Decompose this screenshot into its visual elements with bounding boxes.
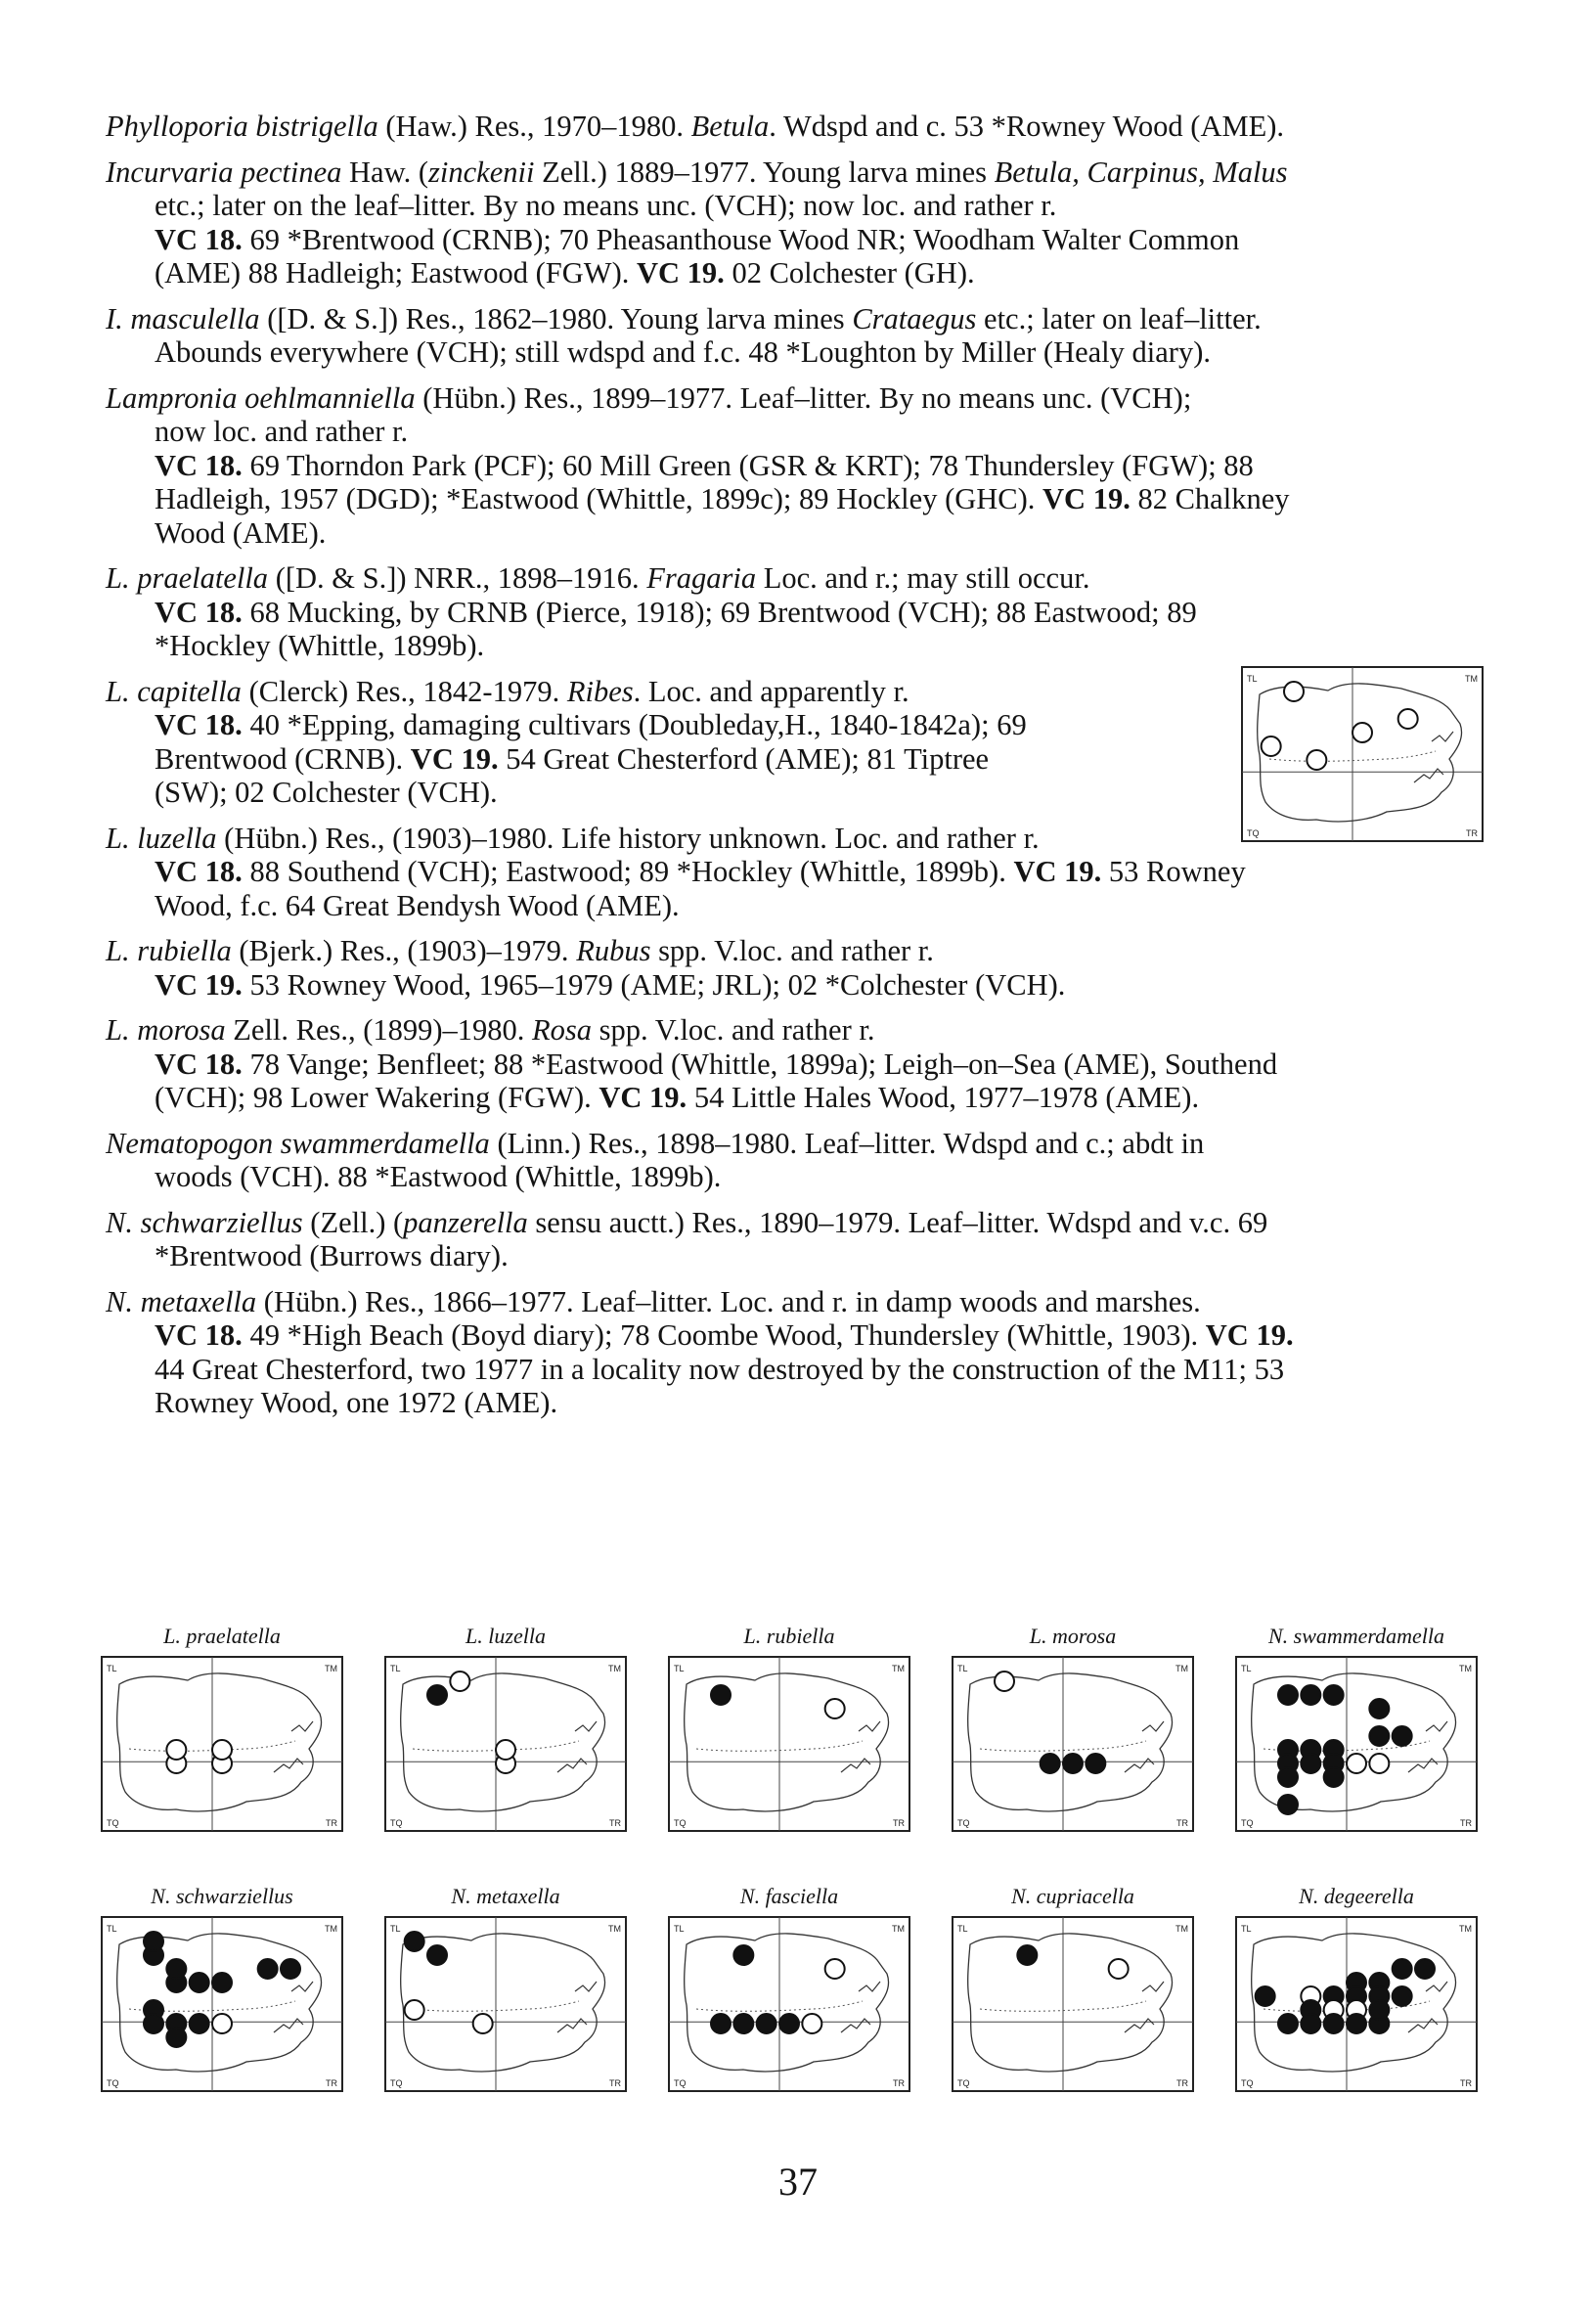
entry-text-line [106, 855, 1480, 889]
entry-text-line [106, 776, 1196, 810]
map-frame [669, 1917, 909, 2091]
map-figure [1234, 1655, 1479, 1833]
map-4-record-filled-68 [1301, 1754, 1320, 1773]
capitella-record-open-02 [1398, 709, 1418, 729]
maps-row-1 [0, 1624, 1596, 1849]
taxon-name: Betula [690, 110, 770, 143]
entry-text [106, 156, 1480, 290]
grid-label-bottom-right: TR [609, 1818, 621, 1828]
grid-label-bottom-left: TQ [674, 2078, 687, 2088]
map-6-record-open-78 [473, 2014, 493, 2033]
entry-text-line [106, 1048, 1480, 1082]
distribution-map [383, 1624, 628, 1833]
grid-label-bottom-left: TQ [1241, 2078, 1254, 2088]
map-frame [1236, 1657, 1477, 1831]
taxon-name: L. capitella [106, 674, 242, 708]
entry-text-line [106, 335, 1480, 370]
species-entry [106, 1206, 1480, 1273]
map-9-record-filled-58 [1278, 2014, 1298, 2033]
species-entry [106, 110, 1480, 144]
map-4-record-filled-63 [1301, 1685, 1320, 1705]
entry-heading-line [106, 302, 1480, 336]
entry-text-segment: (Haw.) Res., 1970–1980. [377, 110, 691, 143]
vice-county-label: VC 19. [155, 967, 243, 1002]
entry-text-segment: Wood (AME). [155, 515, 327, 550]
taxon-name: zinckenii [428, 155, 535, 189]
map-frame [102, 1917, 342, 2091]
entry-heading-line [106, 381, 1480, 416]
taxon-name: N. metaxella [106, 1284, 257, 1318]
capitella-record-open-69 [1307, 750, 1326, 770]
entry-text-line [106, 1160, 1480, 1194]
entry-text-segment: woods (VCH). 88 *Eastwood (Whittle, 1899b). [155, 1160, 722, 1193]
distribution-map [951, 1624, 1195, 1833]
entry-text-segment: (Zell.) ( [302, 1205, 404, 1239]
grid-label-bottom-left: TQ [390, 2078, 403, 2088]
entry-text-segment: Brentwood (CRNB). [155, 741, 411, 776]
vice-county-label: VC 18. [155, 222, 243, 256]
map-figure [951, 1915, 1195, 2093]
taxon-name: Crataegus [852, 301, 977, 335]
entry-text [106, 110, 1480, 144]
entry-text-line [106, 1353, 1480, 1387]
entry-text-line [106, 742, 1196, 777]
map-7-record-open-02 [825, 1959, 845, 1979]
grid-label-top-left: TL [1241, 1924, 1252, 1934]
entry-text-segment: etc.; later on leaf–litter. [976, 301, 1262, 335]
entry-text-segment: Hadleigh, 1957 (DGD); *Eastwood (Whittle, 1899c); 89 Hockley (GHC). [155, 482, 1043, 515]
entry-heading-line [106, 1206, 1480, 1240]
map-4-record-open-88 [1347, 1754, 1366, 1773]
grid-label-top-right: TM [1459, 1924, 1472, 1934]
map-6-record-filled-44 [405, 1932, 424, 1951]
entry-text [106, 1285, 1480, 1420]
species-entry [106, 1285, 1480, 1420]
grid-label-top-left: TL [957, 1664, 968, 1673]
entry-text-segment: (Hübn.) Res., 1899–1977. Leaf–litter. By no means unc. (VCH); [415, 380, 1192, 415]
map-caption: L. rubiella [743, 1624, 835, 1648]
map-figure [667, 1655, 911, 1833]
vice-county-label: VC 19. [598, 1081, 687, 1114]
map-4-record-filled-73 [1324, 1685, 1344, 1705]
entry-text-line [106, 223, 1480, 257]
map-caption: L. morosa [1029, 1624, 1117, 1648]
vice-county-label: VC 18. [155, 708, 243, 741]
taxon-name: Incurvaria pectinea [106, 155, 342, 189]
map-5-record-filled-71 [190, 1973, 209, 1992]
entry-text [106, 934, 1480, 1002]
estuary-marks [557, 1721, 597, 1772]
map-7-record-filled-68 [733, 2014, 753, 2033]
species-entry [106, 1127, 1480, 1194]
map-5-record-filled-02 [258, 1959, 278, 1979]
map-3-record-filled-88 [1063, 1754, 1083, 1773]
entry-text-segment: (AME) 88 Hadleigh; Eastwood (FGW). [155, 256, 637, 290]
map-5-record-filled-67 [166, 2028, 186, 2047]
taxon-name: N. schwarziellus [106, 1205, 303, 1239]
estuary-marks [1408, 1982, 1447, 2032]
entry-text-segment: 53 Rowney [1101, 855, 1246, 888]
entry-heading-line [106, 934, 1480, 968]
entry-text-segment: (Hübn.) Res., 1866–1977. Leaf–litter. Loc. and r. in damp woods and marshes. [256, 1284, 1201, 1318]
vice-county-label: VC 18. [155, 1318, 243, 1352]
vice-county-label: VC 18. [155, 595, 243, 629]
entry-text-segment: Haw. ( [341, 155, 429, 189]
vice-county-label: VC 18. [155, 1047, 243, 1081]
estuary-marks [1408, 1721, 1447, 1772]
grid-label-top-left: TL [107, 1664, 117, 1673]
map-9-record-filled-99 [1369, 2000, 1389, 2020]
map-4-record-filled-55 [1278, 1795, 1298, 1814]
grid-label-bottom-right: TR [893, 2078, 905, 2088]
entry-text-line [106, 189, 1480, 223]
grid-label-top-left: TL [1241, 1664, 1252, 1673]
taxon-name: Ribes [566, 674, 634, 708]
entry-text-line [106, 596, 1480, 630]
map-caption: L. luzella [466, 1624, 546, 1648]
grid-label-bottom-right: TR [326, 1818, 337, 1828]
map-6-record-filled-53 [427, 1945, 447, 1965]
grid-label-bottom-right: TR [893, 1818, 905, 1828]
grid-label-top-right: TM [608, 1664, 621, 1673]
taxon-name: I. masculella [106, 301, 260, 335]
taxon-name: Lampronia oehlmanniella [106, 380, 416, 415]
grid-label-top-right: TM [1465, 673, 1478, 684]
vice-county-label: VC 19. [410, 741, 499, 776]
entry-text-segment: spp. V.loc. and rather r. [650, 934, 934, 967]
entry-text-segment: . Wdspd and c. 53 *Rowney Wood (AME). [769, 110, 1285, 143]
entry-heading-line [106, 156, 1480, 190]
grid-label-bottom-right: TR [1176, 2078, 1188, 2088]
entry-text [106, 1206, 1480, 1273]
capitella-record-open-40 [1262, 736, 1281, 756]
species-entry [106, 156, 1480, 290]
distribution-map [667, 1624, 911, 1833]
species-entry [106, 934, 1480, 1002]
capitella-record-open-81 [1352, 723, 1372, 742]
entry-text-segment: 68 Mucking, by CRNB (Pierce, 1918); 69 Brentwood (VCH); 88 Eastwood; 89 [242, 595, 1197, 629]
map-figure [100, 1655, 344, 1833]
grid-label-bottom-left: TQ [1241, 1818, 1254, 1828]
vice-county-label: VC 19. [1042, 482, 1130, 515]
estuary-marks [1414, 732, 1453, 782]
taxon-name: Nematopogon swammerdamella [106, 1126, 490, 1160]
estuary-marks [274, 1982, 313, 2032]
map-9-record-filled-88 [1347, 2014, 1366, 2033]
map-3-record-filled-78 [1041, 1754, 1060, 1773]
grid-label-bottom-left: TQ [1247, 827, 1260, 838]
map-4-record-filled-00 [1393, 1726, 1412, 1746]
grid-label-top-left: TL [1247, 673, 1258, 684]
entry-text-line [106, 1239, 1480, 1273]
entry-text-segment: sensu auctt.) Res., 1890–1979. Leaf–litter. Wdspd and v.c. 69 [527, 1205, 1268, 1239]
entry-heading-line [106, 1127, 1480, 1161]
entry-text-segment: 49 *High Beach (Boyd diary); 78 Coombe Wood, Thundersley (Whittle, 1903). [242, 1318, 1206, 1352]
grid-label-top-left: TL [390, 1664, 401, 1673]
species-entry [106, 1013, 1480, 1115]
grid-label-top-left: TL [107, 1924, 117, 1934]
map-5-record-filled-58 [144, 2014, 163, 2033]
entry-text-segment: 78 Vange; Benfleet; 88 *Eastwood (Whittle, 1899a); Leigh–on–Sea (AME), Southend [242, 1047, 1278, 1081]
estuary-marks [274, 1721, 313, 1772]
grid-label-bottom-right: TR [1460, 2078, 1472, 2088]
taxon-name: L. luzella [106, 821, 217, 855]
vice-county-label: VC 18. [155, 855, 243, 888]
grid-label-top-right: TM [325, 1664, 337, 1673]
map-9-record-filled-00 [1393, 1986, 1412, 2006]
grid-label-bottom-right: TR [1176, 1818, 1188, 1828]
map-caption: L. praelatella [163, 1624, 281, 1648]
entry-text-segment: Abounds everywhere (VCH); still wdspd and f.c. 48 *Loughton by Miller (Healy diary). [155, 335, 1211, 369]
entry-text-line [106, 516, 1480, 551]
entry-text-line [106, 1386, 1480, 1420]
map-2-record-open-02 [825, 1699, 845, 1718]
entry-text-segment: spp. V.loc. and rather r. [592, 1013, 875, 1047]
grid-label-bottom-left: TQ [957, 1818, 970, 1828]
entry-text-segment: *Brentwood (Burrows diary). [155, 1239, 509, 1272]
estuary-marks [557, 1982, 597, 2032]
entry-heading-line [106, 675, 1196, 709]
grid-label-top-right: TM [325, 1924, 337, 1934]
taxon-name: Betula, Carpinus, Malus [994, 155, 1288, 189]
map-figure [951, 1655, 1195, 1833]
maps-row-2 [0, 1884, 1596, 2109]
entry-heading-line [106, 1013, 1480, 1048]
entry-text-segment: Zell. Res., (1899)–1980. [225, 1013, 533, 1047]
page-number: 37 [778, 2160, 818, 2204]
entry-text-segment: 02 Colchester (GH). [724, 256, 975, 290]
entry-text-segment: (SW); 02 Colchester (VCH). [155, 776, 498, 809]
entry-text-line [106, 629, 1480, 663]
map-5-record-filled-78 [190, 2014, 209, 2033]
entry-text-segment: etc.; later on the leaf–litter. By no means unc. (VCH); now loc. and rather r. [155, 189, 1057, 222]
map-4-record-filled-92 [1369, 1699, 1389, 1718]
entry-text-segment: Wood, f.c. 64 Great Bendysh Wood (AME). [155, 888, 680, 922]
grid-label-top-right: TM [1175, 1664, 1188, 1673]
map-figure [383, 1655, 628, 1833]
estuary-marks [841, 1721, 880, 1772]
map-figure [667, 1915, 911, 2093]
map-9-record-filled-40 [1256, 1986, 1275, 2006]
map-figure [383, 1915, 628, 2093]
map-4-record-filled-53 [1278, 1685, 1298, 1705]
entry-text-segment: (Linn.) Res., 1898–1980. Leaf–litter. Wdspd and c.; abdt in [489, 1126, 1205, 1160]
entry-text-segment: 82 Chalkney [1130, 482, 1290, 515]
map-4-record-filled-57 [1278, 1767, 1298, 1787]
grid-label-bottom-right: TR [326, 2078, 337, 2088]
grid-label-top-left: TL [674, 1924, 685, 1934]
entry-text-segment: (Hübn.) Res., (1903)–1980. Life history unknown. Loc. and rather r. [216, 821, 1040, 855]
vice-county-label: VC 19. [1205, 1318, 1294, 1352]
map-2-record-filled-53 [711, 1685, 731, 1705]
map-7-record-filled-58 [711, 2014, 731, 2033]
estuary-marks [841, 1982, 880, 2032]
map-1-record-open-64 [450, 1672, 469, 1691]
grid-label-bottom-left: TQ [390, 1818, 403, 1828]
entry-text-line [106, 1318, 1480, 1353]
map-9-record-filled-78 [1324, 2014, 1344, 2033]
map-1-record-open-89 [496, 1740, 515, 1760]
species-entry [106, 302, 1480, 370]
grid-label-top-left: TL [957, 1924, 968, 1934]
distribution-map [100, 1624, 344, 1833]
map-caption: N. degeerella [1299, 1884, 1414, 1908]
entry-text [106, 561, 1480, 663]
taxon-name: L. rubiella [106, 934, 232, 967]
vice-county-label: VC 18. [155, 448, 243, 482]
entry-heading-line [106, 110, 1480, 144]
vice-county-label: VC 19. [637, 256, 725, 290]
entry-text-line [106, 708, 1196, 742]
entry-text-segment: . Loc. and apparently r. [633, 674, 909, 708]
distribution-map [1234, 1884, 1479, 2093]
estuary-marks [1125, 1982, 1164, 2032]
distribution-map [1234, 1624, 1479, 1833]
entry-text-segment: 40 *Epping, damaging cultivars (Doubleday,H., 1840-1842a); 69 [242, 708, 1027, 741]
taxon-name: Rosa [532, 1013, 593, 1047]
species-entry [106, 381, 1480, 551]
map-figure [1234, 1915, 1479, 2093]
map-7-record-filled-88 [779, 2014, 799, 2033]
entry-text [106, 1013, 1480, 1115]
entry-text-line [106, 968, 1480, 1003]
map-9-record-filled-02 [1393, 1959, 1412, 1979]
grid-label-top-right: TM [1459, 1664, 1472, 1673]
taxon-name: Fragaria [646, 561, 757, 595]
map-frame [953, 1657, 1193, 1831]
entry-text-segment: 69 Thorndon Park (PCF); 60 Mill Green (GSR & KRT); 78 Thundersley (FGW); 88 [242, 448, 1254, 482]
map-5-record-filled-81 [212, 1973, 232, 1992]
entry-text-line [106, 415, 1480, 449]
map-caption: N. metaxella [451, 1884, 560, 1908]
grid-label-bottom-left: TQ [674, 1818, 687, 1828]
entry-text [106, 381, 1480, 551]
map-7-record-filled-63 [733, 1945, 753, 1965]
taxon-name: Phylloporia bistrigella [106, 110, 378, 143]
entry-text-segment: (Bjerk.) Res., (1903)–1979. [231, 934, 577, 967]
map-6-record-open-49 [405, 2000, 424, 2020]
capitella-record-open-54 [1284, 682, 1304, 701]
grid-label-top-right: TM [1175, 1924, 1188, 1934]
map-4-record-open-98 [1369, 1754, 1389, 1773]
taxon-name: L. morosa [106, 1013, 226, 1047]
entry-text-segment: Rowney Wood, one 1972 (AME). [155, 1386, 558, 1419]
distribution-map-capitella [1240, 665, 1485, 843]
map-5-record-filled-12 [281, 1959, 300, 1979]
entry-text-segment: (VCH); 98 Lower Wakering (FGW). [155, 1081, 599, 1114]
entry-text [106, 302, 1480, 370]
entry-text-line [106, 449, 1480, 483]
map-8-record-filled-63 [1017, 1945, 1037, 1965]
map-caption: N. fasciella [739, 1884, 839, 1908]
entry-text-segment: 69 *Brentwood (CRNB); 70 Pheasanthouse Wood NR; Woodham Walter Common [242, 222, 1240, 256]
distribution-map [100, 1884, 344, 2093]
entry-text-segment: Zell.) 1889–1977. Young larva mines [534, 155, 995, 189]
entry-text-line [106, 256, 1480, 290]
species-entry [106, 561, 1480, 663]
map-5-record-open-88 [212, 2014, 232, 2033]
grid-label-bottom-left: TQ [107, 1818, 119, 1828]
entry-text-segment: (Clerck) Res., 1842-1979. [241, 674, 567, 708]
grid-label-bottom-left: TQ [957, 2078, 970, 2088]
entry-text-line [106, 1081, 1480, 1115]
map-9-record-filled-68 [1301, 2014, 1320, 2033]
entry-text-segment: 88 Southend (VCH); Eastwood; 89 *Hockley (Whittle, 1899b). [242, 855, 1014, 888]
species-entries [106, 110, 1480, 1432]
entry-text-segment: 44 Great Chesterford, two 1977 in a locality now destroyed by the construction of the M11; 53 [155, 1352, 1285, 1386]
map-caption: N. cupriacella [1011, 1884, 1134, 1908]
grid-label-top-right: TM [892, 1924, 905, 1934]
map-8-record-open-02 [1109, 1959, 1129, 1979]
map-1-record-filled-53 [427, 1685, 447, 1705]
map-caption: N. swammerdamella [1267, 1624, 1445, 1648]
entry-text-segment: ([D. & S.]) NRR., 1898–1916. [268, 561, 647, 595]
distribution-map [951, 1884, 1195, 2093]
vice-county-label: VC 19. [1013, 855, 1102, 888]
grid-label-top-right: TM [892, 1664, 905, 1673]
entry-text-segment: 54 Little Hales Wood, 1977–1978 (AME). [687, 1081, 1200, 1114]
map-4-record-filled-77 [1324, 1767, 1344, 1787]
taxon-name: panzerella [403, 1205, 528, 1239]
entry-text-line [106, 482, 1480, 516]
entry-text-segment: 54 Great Chesterford (AME); 81 Tiptree [498, 741, 990, 776]
grid-label-bottom-right: TR [1460, 1818, 1472, 1828]
entry-text-segment: now loc. and rather r. [155, 415, 409, 448]
entry-text-line [106, 889, 1480, 923]
map-0-record-open-69 [166, 1740, 186, 1760]
entry-text-segment: 53 Rowney Wood, 1965–1979 (AME; JRL); 02 *Colchester (VCH). [242, 967, 1066, 1002]
distribution-map [667, 1884, 911, 2093]
entry-heading-line [106, 1285, 1480, 1319]
entry-heading-line [106, 561, 1480, 596]
map-0-record-open-89 [212, 1740, 232, 1760]
entry-text-segment: ([D. & S.]) Res., 1862–1980. Young larva mines [259, 301, 853, 335]
map-frame [669, 1657, 909, 1831]
distribution-map [383, 1884, 628, 2093]
taxon-name: Rubus [576, 934, 651, 967]
map-caption: N. schwarziellus [151, 1884, 293, 1908]
entry-text-segment: *Hockley (Whittle, 1899b). [155, 629, 485, 662]
taxon-name: L. praelatella [106, 561, 269, 595]
entry-text-segment: Loc. and r.; may still occur. [756, 561, 1090, 595]
entry-text [106, 1127, 1480, 1194]
map-5-record-filled-62 [166, 1959, 186, 1979]
grid-label-top-left: TL [674, 1664, 685, 1673]
estuary-marks [1125, 1721, 1164, 1772]
map-7-record-filled-78 [757, 2014, 776, 2033]
map-3-record-open-54 [995, 1672, 1014, 1691]
map-figure [100, 1915, 344, 2093]
map-3-record-filled-98 [1086, 1754, 1105, 1773]
map-frame [953, 1917, 1193, 2091]
grid-label-top-left: TL [390, 1924, 401, 1934]
entry-text [106, 675, 1196, 810]
grid-label-bottom-right: TR [609, 2078, 621, 2088]
grid-label-bottom-left: TQ [107, 2078, 119, 2088]
grid-label-top-right: TM [608, 1924, 621, 1934]
grid-label-bottom-right: TR [1466, 827, 1478, 838]
map-5-record-filled-54 [144, 1932, 163, 1951]
map-7-record-open-98 [802, 2014, 821, 2033]
map-9-record-filled-12 [1415, 1959, 1435, 1979]
map-4-record-filled-90 [1369, 1726, 1389, 1746]
